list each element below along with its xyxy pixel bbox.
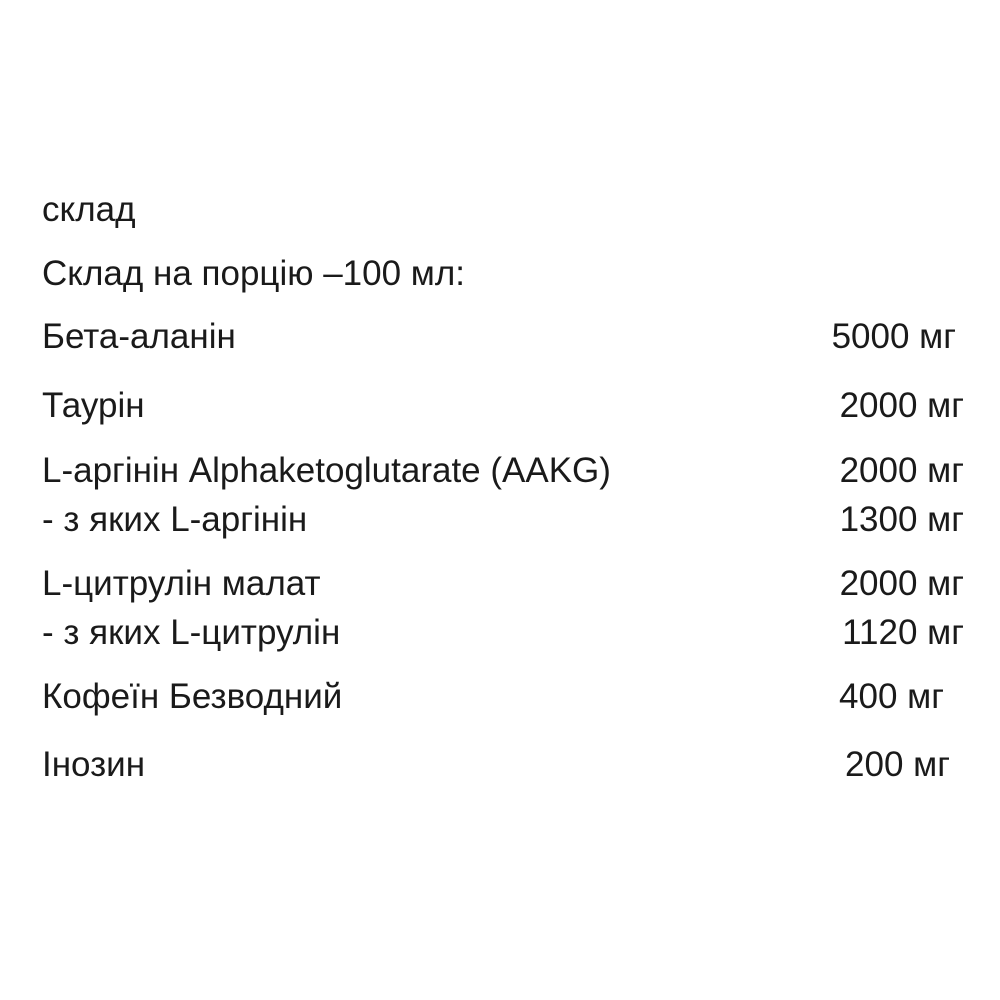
ingredient-amount: 200 мг: [845, 745, 950, 784]
serving-subheading: Склад на порцію –100 мл:: [42, 254, 466, 293]
ingredient-name: Бета-аланін: [42, 317, 236, 356]
ingredient-amount: 5000 мг: [831, 317, 956, 356]
ingredient-name: Інозин: [42, 745, 146, 784]
ingredient-subitem-name: - з яких L-цитрулін: [42, 613, 341, 652]
ingredient-subitem-amount: 1300 мг: [839, 500, 964, 539]
ingredient-amount: 400 мг: [839, 677, 944, 716]
ingredient-name: Кофеїн Безводний: [42, 677, 343, 716]
ingredient-amount: 2000 мг: [839, 564, 964, 603]
ingredient-subitem-amount: 1120 мг: [842, 613, 964, 652]
composition-heading: склад: [42, 190, 136, 229]
ingredient-name: L-цитрулін малат: [42, 564, 321, 603]
ingredient-name: L-аргінін Alphaketoglutarate (AAKG): [42, 451, 611, 490]
ingredient-amount: 2000 мг: [839, 386, 964, 425]
ingredient-amount: 2000 мг: [839, 451, 964, 490]
ingredient-name: Таурін: [42, 386, 145, 425]
ingredient-subitem-name: - з яких L-аргінін: [42, 500, 308, 539]
